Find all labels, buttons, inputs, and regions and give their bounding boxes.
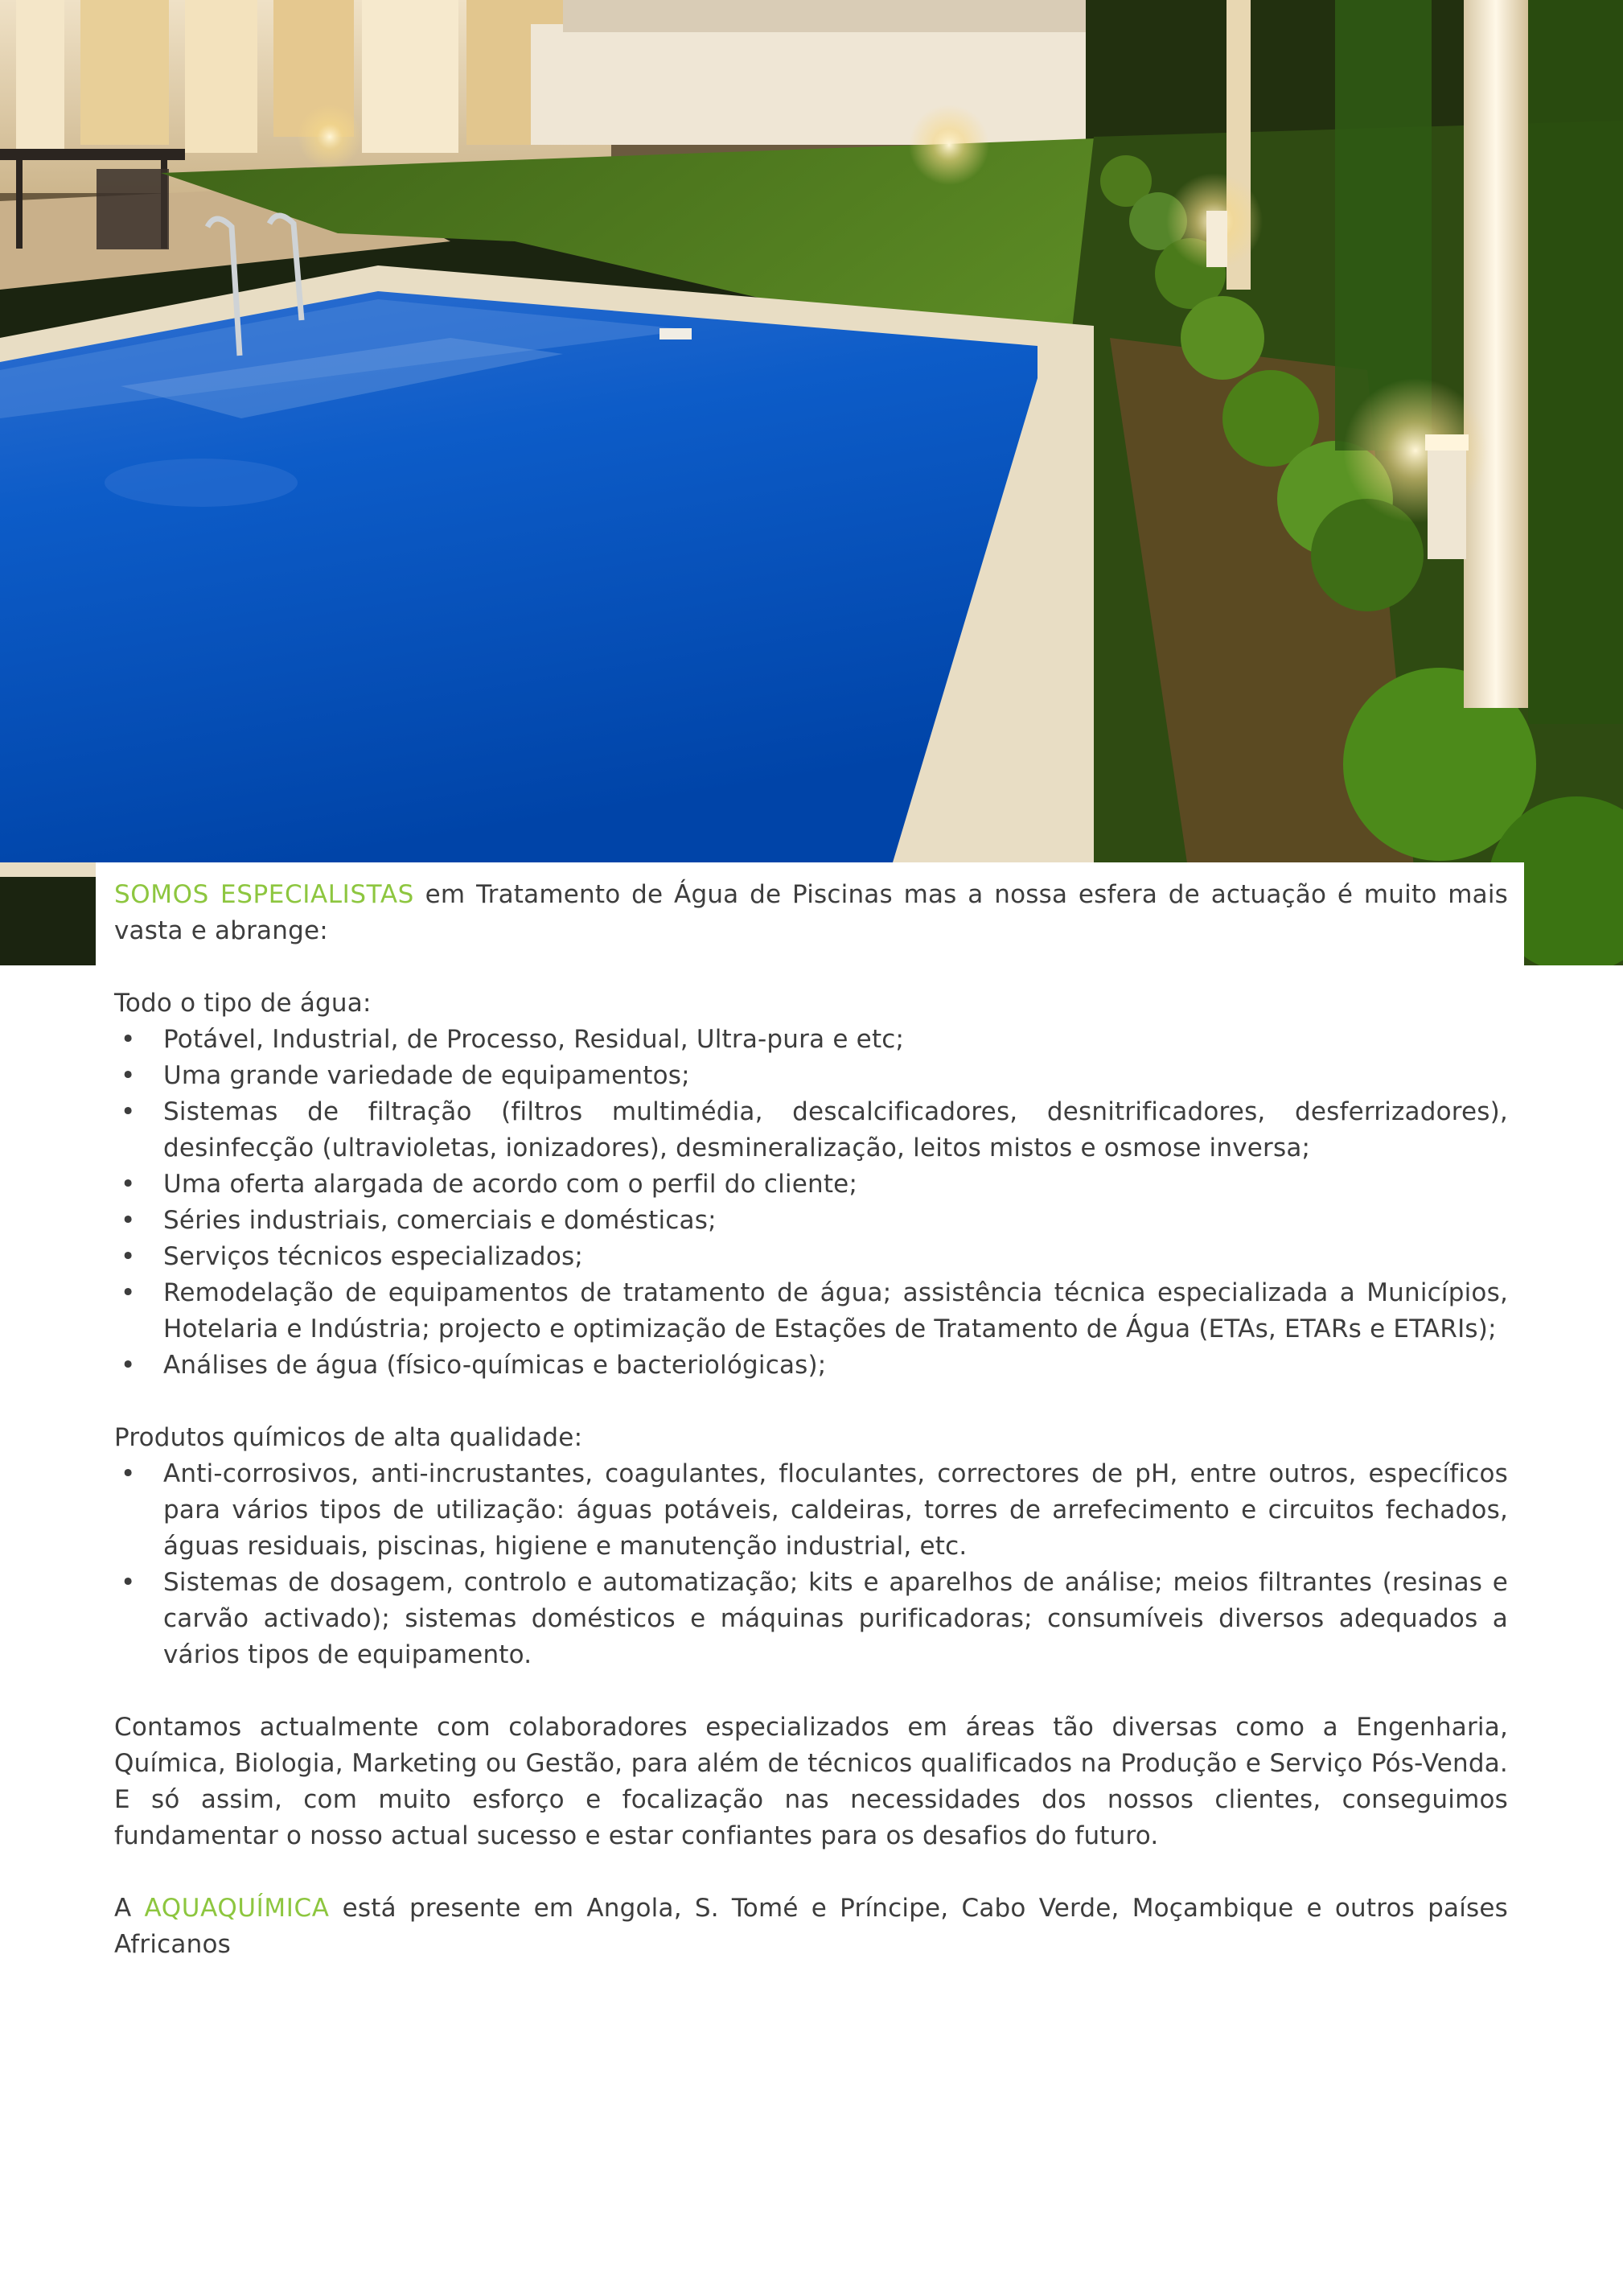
bullet-icon: •: [121, 1025, 136, 1054]
intro-text: em Tratamento de Água de Piscinas mas a nossa esfera de actuação é muito mais vasta e abrange:: [114, 880, 1508, 945]
bullet-icon: •: [121, 1170, 136, 1199]
list-item: [114, 1167, 1508, 1203]
list-item-text: Séries industriais, comerciais e domésticas;: [163, 1206, 717, 1235]
bullet-icon: •: [121, 1061, 136, 1090]
spacer: [114, 1854, 1508, 1891]
list-item-text: Remodelação de equipamentos de tratamento de água; assistência técnica especializada a Municípios, Hotelaria e Indústria; projecto e optimização de Estações de Tratamento de Água (ETAs, ETARs e ETARIs);: [163, 1278, 1508, 1343]
list-item: [114, 1348, 1508, 1384]
spacer: [114, 1384, 1508, 1420]
chemicals-list: [114, 1456, 1508, 1673]
team-paragraph: Contamos actualmente com colaboradores especializados em áreas tão diversas como a Engenharia, Química, Biologia, Marketing ou Gestão, para além de técnicos qualificados na Produção e Serviço Pós-Venda. E só assim, com muito esforço e focalização nas necessidades dos nossos clientes, conseguimos fundamentar o nosso actual sucesso e estar confiantes para os desafios do futuro.: [114, 1713, 1508, 1850]
list-item: [114, 1058, 1508, 1094]
list-item: [114, 1239, 1508, 1275]
bullet-icon: •: [121, 1097, 136, 1126]
presence-prefix: A: [114, 1894, 145, 1923]
bullet-icon: •: [121, 1351, 136, 1380]
list-item-text: Sistemas de dosagem, controlo e automatização; kits e aparelhos de análise; meios filtrantes (resinas e carvão activado); sistemas domésticos e máquinas purificadoras; consumíveis diversos adequados a vários tipos de equipamento.: [163, 1568, 1508, 1669]
brand-name: AQUAQUÍMICA: [144, 1894, 330, 1923]
presence-paragraph: [114, 1891, 1508, 1963]
water-heading: Todo o tipo de água:: [114, 989, 372, 1018]
bullet-icon: •: [121, 1568, 136, 1597]
list-item: [114, 1203, 1508, 1239]
list-item: [114, 1275, 1508, 1348]
intro-paragraph: [114, 877, 1508, 949]
pool-garden-illustration: [0, 0, 1623, 965]
list-item-text: Sistemas de filtração (filtros multimédia, descalcificadores, desnitrificadores, desferrizadores), desinfecção (ultravioletas, ionizadores), desmineralização, leitos mistos e osmose inversa;: [163, 1097, 1508, 1162]
list-item-text: Análises de água (físico-químicas e bacteriológicas);: [163, 1351, 827, 1380]
list-item-text: Anti-corrosivos, anti-incrustantes, coagulantes, floculantes, correctores de pH, entre outros, específicos para vários tipos de utilização: águas potáveis, caldeiras, torres de arrefecimento e circuitos fechados, águas residuais, piscinas, higiene e manutenção industrial, etc.: [163, 1459, 1508, 1561]
spacer: [114, 949, 1508, 985]
spacer: [114, 1673, 1508, 1710]
list-item-text: Uma oferta alargada de acordo com o perfil do cliente;: [163, 1170, 858, 1199]
list-item-text: Uma grande variedade de equipamentos;: [163, 1061, 690, 1090]
chemicals-heading: Produtos químicos de alta qualidade:: [114, 1423, 583, 1452]
bullet-icon: •: [121, 1459, 136, 1488]
content-panel: [96, 862, 1524, 1963]
list-item-text: Serviços técnicos especializados;: [163, 1242, 583, 1271]
bullet-icon: •: [121, 1206, 136, 1235]
list-item: [114, 1094, 1508, 1167]
list-item: [114, 1456, 1508, 1565]
intro-highlight: SOMOS ESPECIALISTAS: [114, 880, 414, 909]
presence-text: está presente em Angola, S. Tomé e Príncipe, Cabo Verde, Moçambique e outros países Africanos: [114, 1894, 1508, 1959]
hero-photo-pool-garden: [0, 0, 1623, 965]
water-list: [114, 1022, 1508, 1384]
bullet-icon: •: [121, 1278, 136, 1307]
list-item: [114, 1565, 1508, 1673]
list-item-text: Potável, Industrial, de Processo, Residual, Ultra-pura e etc;: [163, 1025, 905, 1054]
bullet-icon: •: [121, 1242, 136, 1271]
list-item: [114, 1022, 1508, 1058]
